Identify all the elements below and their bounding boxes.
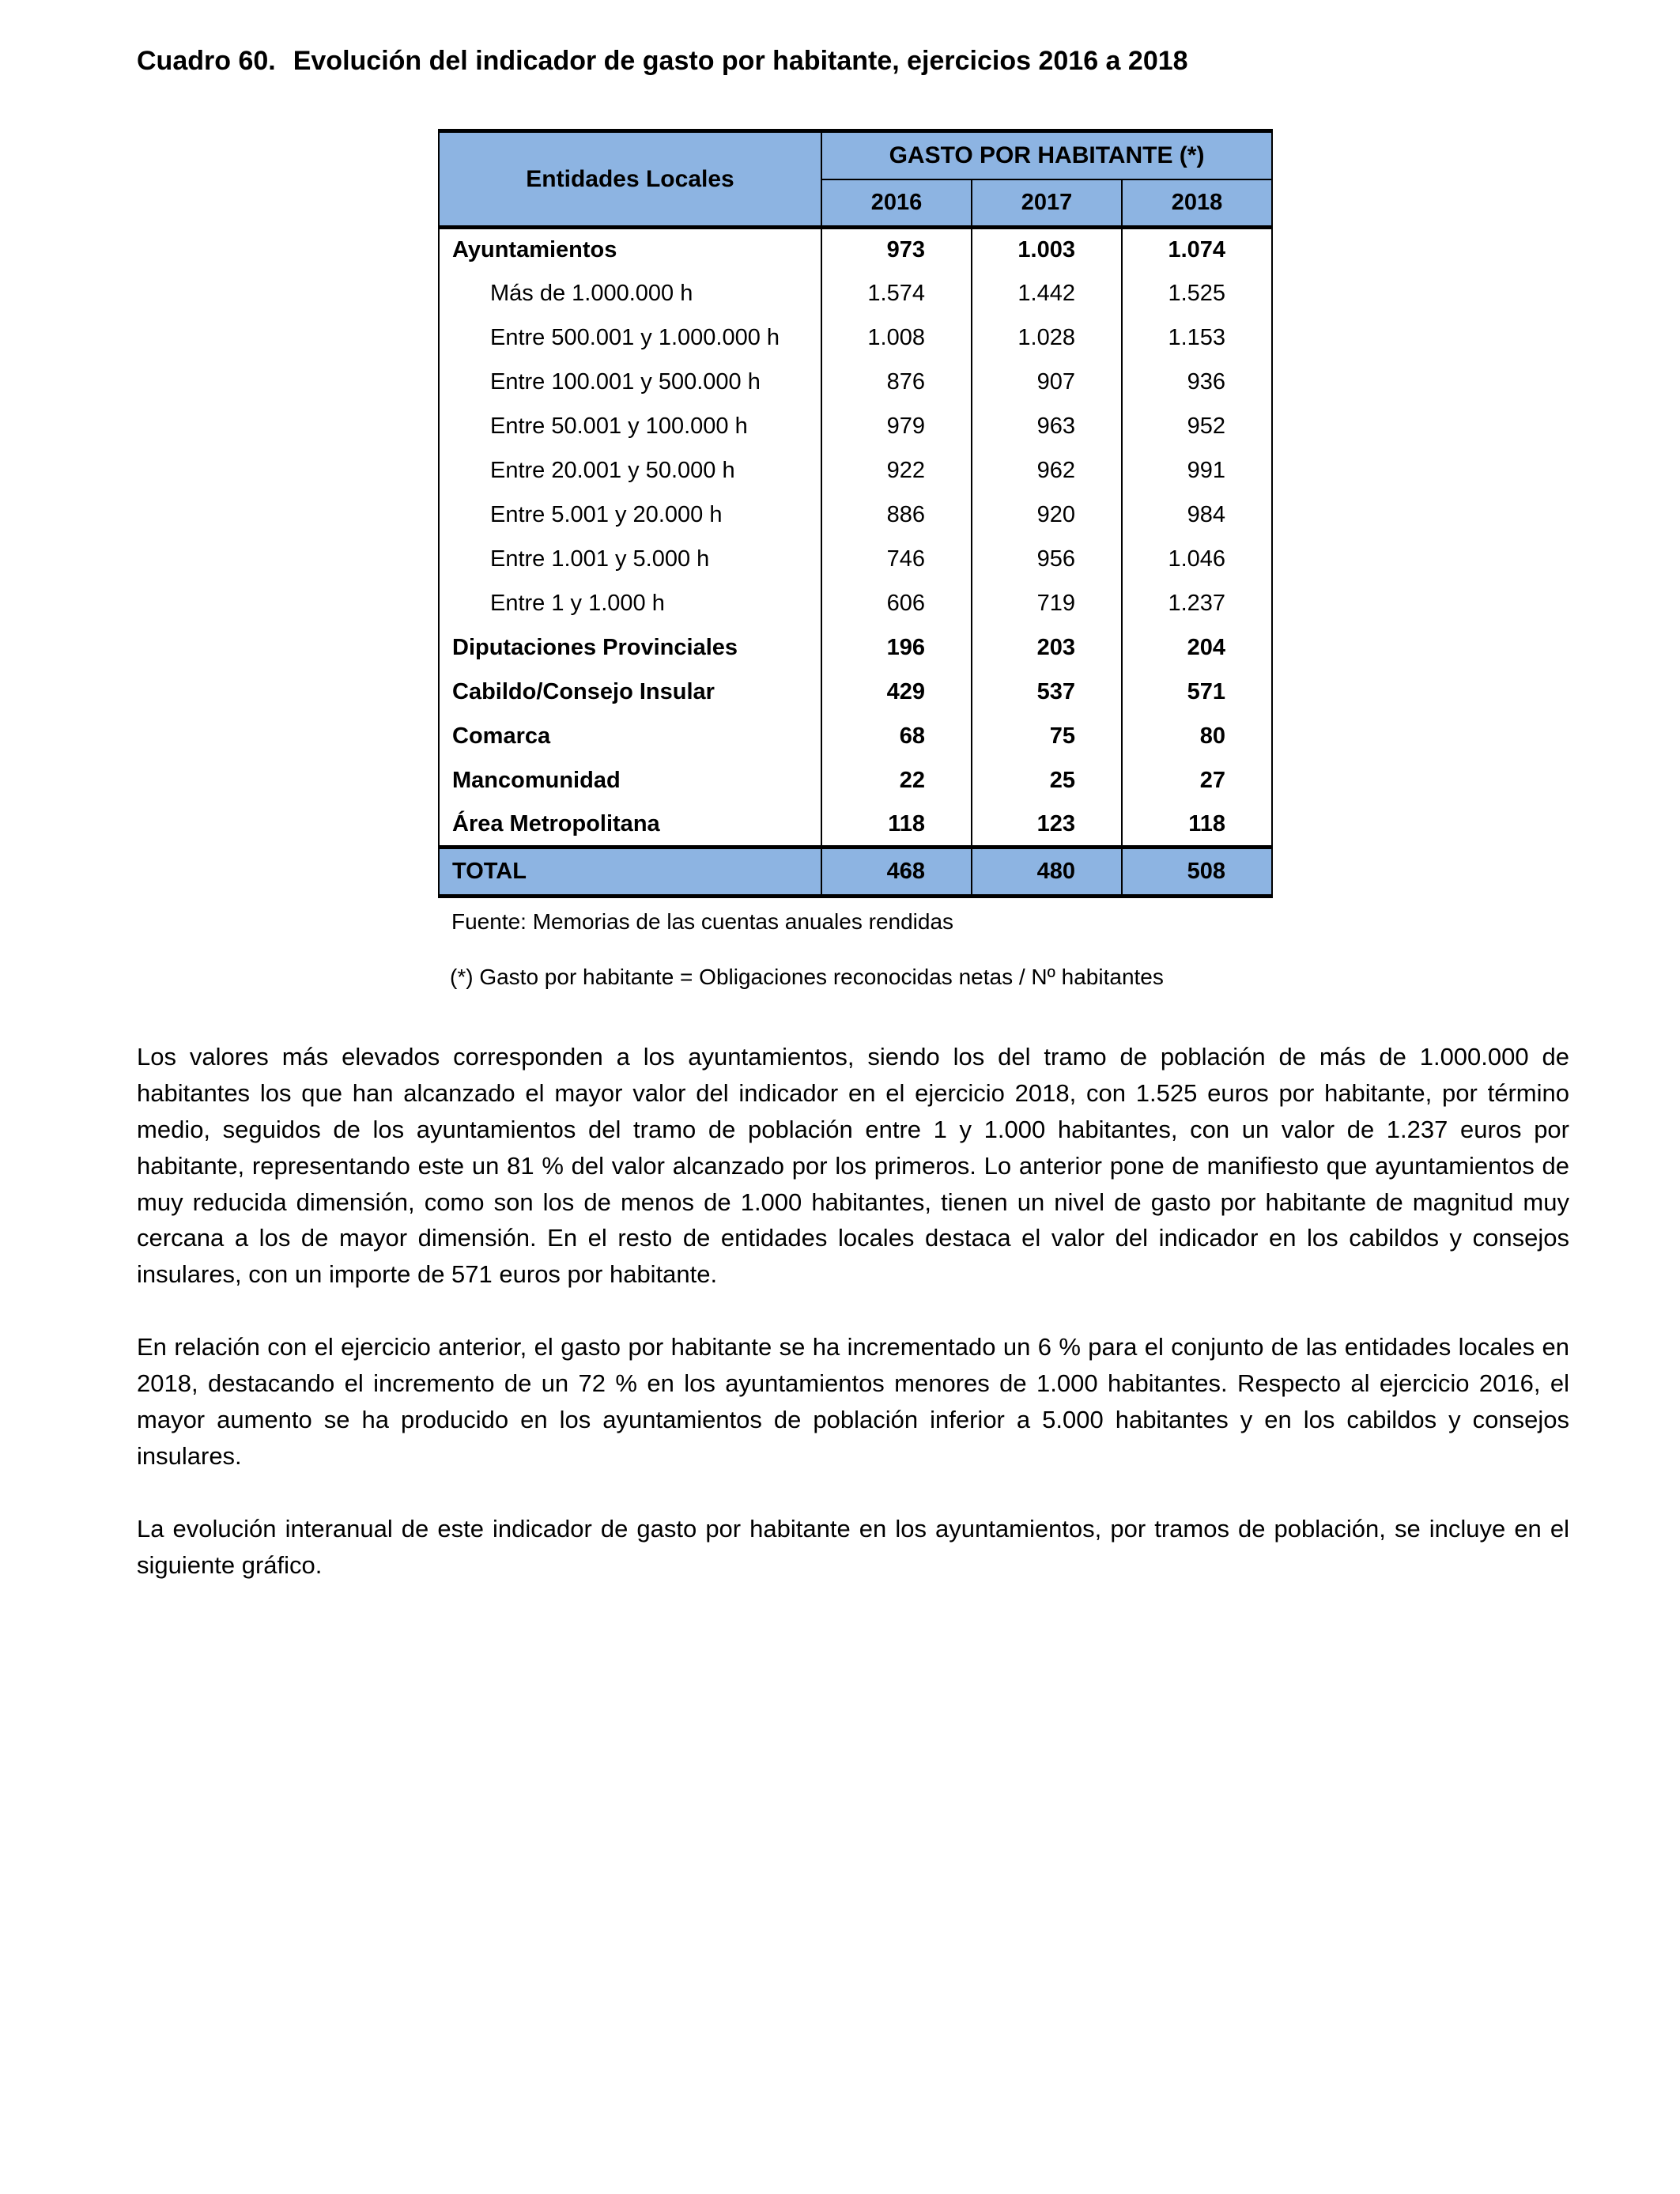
value-cell: 1.008 [821,316,972,361]
column-header-entities: Entidades Locales [439,131,821,228]
row-label: Área Metropolitana [439,803,821,848]
table-row [439,493,1272,538]
value-cell: 75 [972,715,1122,759]
value-cell: 922 [821,449,972,493]
value-cell: 118 [821,803,972,848]
value-cell: 1.028 [972,316,1122,361]
value-cell: 1.153 [1122,316,1272,361]
value-cell: 984 [1122,493,1272,538]
value-cell: 606 [821,582,972,626]
table-total-row [439,848,1272,897]
value-cell: 920 [972,493,1122,538]
value-cell: 1.574 [821,272,972,316]
table-row [439,803,1272,848]
table-body [439,228,1272,897]
value-cell: 1.525 [1122,272,1272,316]
value-cell: 952 [1122,405,1272,449]
value-cell: 886 [821,493,972,538]
value-cell: 118 [1122,803,1272,848]
value-cell: 1.003 [972,228,1122,272]
row-label: Diputaciones Provinciales [439,626,821,670]
column-header-2017: 2017 [972,179,1122,228]
table-source: Fuente: Memorias de las cuentas anuales rendidas [451,909,954,934]
row-label: Ayuntamientos [439,228,821,272]
table-row [439,449,1272,493]
column-header-2016: 2016 [821,179,972,228]
value-cell: 68 [821,715,972,759]
value-cell: 1.442 [972,272,1122,316]
value-cell: 991 [1122,449,1272,493]
value-cell: 963 [972,405,1122,449]
table-row [439,272,1272,316]
paragraph-3: La evolución interanual de este indicador de gasto por habitante en los ayuntamientos, por tramos de población, se incluye en el siguiente gráfico. [137,1514,1569,1579]
table-row [439,582,1272,626]
row-label: Mancomunidad [439,759,821,803]
value-cell: 204 [1122,626,1272,670]
value-cell: 27 [1122,759,1272,803]
value-cell: 719 [972,582,1122,626]
value-cell: 537 [972,670,1122,715]
value-cell: 22 [821,759,972,803]
value-cell: 1.046 [1122,538,1272,582]
row-label: Entre 5.001 y 20.000 h [439,493,821,538]
value-cell: 979 [821,405,972,449]
value-cell: 973 [821,228,972,272]
value-cell: 571 [1122,670,1272,715]
value-cell: 429 [821,670,972,715]
value-cell: 196 [821,626,972,670]
table-row [439,759,1272,803]
value-cell: 1.237 [1122,582,1272,626]
value-cell: 876 [821,361,972,405]
row-label: Cabildo/Consejo Insular [439,670,821,715]
row-label: Comarca [439,715,821,759]
row-label: Entre 20.001 y 50.000 h [439,449,821,493]
value-cell: 25 [972,759,1122,803]
paragraph-2: En relación con el ejercicio anterior, el gasto por habitante se ha incrementado un 6 % para el conjunto de las entidades locales en 2018, destacando el incremento de un 72 % en los ayuntamientos menores de 1.000 habitantes. Respecto al ejercicio 2016, el mayor aumento se ha producido en los ayuntamientos de población inferior a 5.000 habitantes y en los cabildos y consejos insulares. [137,1333,1569,1470]
expense-per-inhabitant-table [438,129,1273,898]
body-text [137,1039,1569,1583]
row-label: Entre 500.001 y 1.000.000 h [439,316,821,361]
row-label: Entre 1.001 y 5.000 h [439,538,821,582]
total-value-cell: 468 [821,848,972,897]
table-header [439,131,1272,228]
table-footnote: (*) Gasto por habitante = Obligaciones reconocidas netas / Nº habitantes [450,965,1164,989]
row-label: Entre 1 y 1.000 h [439,582,821,626]
table-row [439,361,1272,405]
table-row [439,670,1272,715]
table-row [439,538,1272,582]
value-cell: 203 [972,626,1122,670]
value-cell: 962 [972,449,1122,493]
value-cell: 907 [972,361,1122,405]
page-title [137,46,1569,77]
table-row [439,316,1272,361]
column-header-2018: 2018 [1122,179,1272,228]
value-cell: 1.074 [1122,228,1272,272]
total-label: TOTAL [439,848,821,897]
row-label: Entre 50.001 y 100.000 h [439,405,821,449]
table-row [439,715,1272,759]
value-cell: 956 [972,538,1122,582]
table-row [439,228,1272,272]
paragraph-1: Los valores más elevados corresponden a los ayuntamientos, siendo los del tramo de población de más de 1.000.000 de habitantes los que han alcanzado el mayor valor del indicador en el ejercicio 2018, con 1.525 euros por habitante, por término medio, seguidos de los ayuntamientos del tramo de población entre 1 y 1.000 habitantes, con un valor de 1.237 euros por habitante, representando este un 81 % del valor alcanzado por los primeros. Lo anterior pone de manifiesto que ayuntamientos de muy reducida dimensión, como son los de menos de 1.000 habitantes, tienen un nivel de gasto por habitante de magnitud muy cercana a los de mayor dimensión. En el resto de entidades locales destaca el valor del indicador en los cabildos y consejos insulares, con un importe de 571 euros por habitante. [137,1043,1569,1289]
value-cell: 936 [1122,361,1272,405]
total-value-cell: 480 [972,848,1122,897]
total-value-cell: 508 [1122,848,1272,897]
table-row [439,626,1272,670]
row-label: Entre 100.001 y 500.000 h [439,361,821,405]
value-cell: 80 [1122,715,1272,759]
table-number-label: Cuadro 60. [137,46,276,76]
table-title-text: Evolución del indicador de gasto por habitante, ejercicios 2016 a 2018 [293,46,1188,76]
value-cell: 123 [972,803,1122,848]
column-group-header: GASTO POR HABITANTE (*) [821,131,1272,179]
row-label: Más de 1.000.000 h [439,272,821,316]
value-cell: 746 [821,538,972,582]
table-row [439,405,1272,449]
